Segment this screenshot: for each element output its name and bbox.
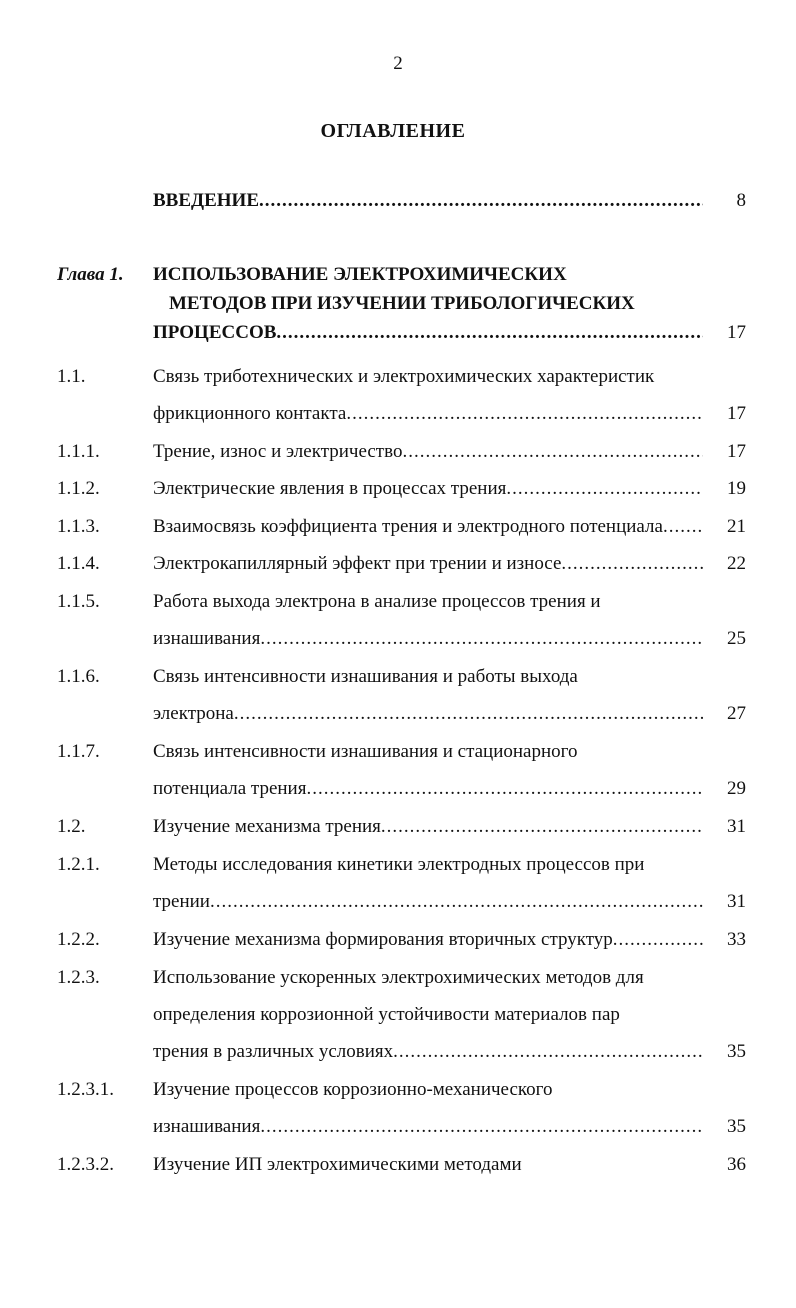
entry-page: 36 — [727, 1154, 746, 1175]
entry-number: 1.2.2. — [57, 929, 100, 950]
entry-number: 1.2.3. — [57, 967, 100, 988]
leader-dots — [306, 770, 703, 807]
entry-title-line: Изучение механизма формирования вторичных структур — [153, 929, 613, 950]
entry-title — [153, 846, 703, 920]
leader-dots — [393, 1033, 703, 1070]
entry-title-line: Взаимосвязь коэффициента трения и электродного потенциала — [153, 516, 663, 537]
entry-title — [153, 433, 703, 470]
entry-number: 1.2.3.1. — [57, 1079, 114, 1100]
chapter-title-line: ПРОЦЕССОВ — [153, 322, 277, 343]
leader-dots — [276, 318, 703, 347]
entry-number: 1.1.4. — [57, 553, 100, 574]
chapter-title — [153, 260, 703, 347]
entry-title-line: трения в различных условиях — [153, 1041, 394, 1062]
entry-page: 25 — [727, 628, 746, 649]
entry-title-line: изнашивания — [153, 628, 261, 649]
entry-title-line: определения коррозионной устойчивости материалов пар — [153, 1004, 620, 1025]
entry-title-line: Связь триботехнических и электрохимических характеристик — [153, 366, 655, 387]
entry-page: 17 — [727, 322, 746, 343]
entry-number: 1.1.2. — [57, 478, 100, 499]
entry-title-line: Методы исследования кинетики электродных процессов при — [153, 854, 645, 875]
entry-title-line: фрикционного контакта — [153, 403, 347, 424]
entry-title — [153, 959, 703, 1070]
entry-title-line: Трение, износ и электричество — [153, 441, 403, 462]
entry-title — [153, 358, 703, 432]
entry-title — [153, 1071, 703, 1145]
entry-title-line: трении — [153, 891, 210, 912]
leader-dots — [613, 921, 703, 958]
entry-page: 17 — [727, 403, 746, 424]
entry-title-line: Изучение процессов коррозионно-механического — [153, 1079, 553, 1100]
entry-title — [153, 808, 703, 845]
leader-dots — [260, 620, 703, 657]
entry-title — [153, 658, 703, 732]
entry-page: 35 — [727, 1041, 746, 1062]
entry-page: 33 — [727, 929, 746, 950]
leader-dots — [561, 545, 703, 582]
leader-dots — [259, 182, 703, 219]
entry-page: 22 — [727, 553, 746, 574]
entry-page: 31 — [727, 816, 746, 837]
entry-page: 17 — [727, 441, 746, 462]
leader-dots — [346, 395, 703, 432]
entry-title — [153, 921, 703, 958]
entry-title — [153, 583, 703, 657]
leader-dots — [260, 1108, 703, 1145]
entry-title-line: Изучение ИП электрохимическими методами — [153, 1154, 522, 1175]
entry-title-line: Изучение механизма трения — [153, 816, 381, 837]
leader-dots — [506, 470, 703, 507]
leader-dots — [402, 433, 703, 470]
leader-dots — [381, 808, 703, 845]
entry-title — [153, 470, 703, 507]
entry-title-line: Электрические явления в процессах трения — [153, 478, 507, 499]
chapter-label: Глава 1. — [57, 264, 124, 285]
leader-dots — [663, 508, 703, 545]
entry-title-line: потенциала трения — [153, 778, 307, 799]
entry-page: 19 — [727, 478, 746, 499]
entry-number: 1.2. — [57, 816, 86, 837]
entry-title — [153, 733, 703, 807]
entry-title — [153, 508, 703, 545]
page-number: 2 — [393, 53, 403, 74]
entry-number: 1.1.1. — [57, 441, 100, 462]
chapter-title-line: МЕТОДОВ ПРИ ИЗУЧЕНИИ ТРИБОЛОГИЧЕСКИХ — [169, 293, 635, 314]
entry-number: 1.1.3. — [57, 516, 100, 537]
entry-title — [153, 182, 703, 219]
entry-number: 1.2.1. — [57, 854, 100, 875]
entry-page: 27 — [727, 703, 746, 724]
entry-page: 21 — [727, 516, 746, 537]
entry-title-line: Электрокапиллярный эффект при трении и износе — [153, 553, 562, 574]
entry-title-line: Связь интенсивности изнашивания и стационарного — [153, 741, 578, 762]
entry-page: 31 — [727, 891, 746, 912]
toc-heading: ОГЛАВЛЕНИЕ — [320, 120, 466, 142]
leader-dots — [234, 695, 703, 732]
leader-dots — [210, 883, 703, 920]
entry-title-line: Использование ускоренных электрохимических методов для — [153, 967, 644, 988]
entry-number: 1.1.5. — [57, 591, 100, 612]
entry-number: 1.1. — [57, 366, 86, 387]
entry-title-line: Работа выхода электрона в анализе процессов трения и — [153, 591, 601, 612]
entry-title-line: изнашивания — [153, 1116, 261, 1137]
entry-title — [153, 545, 703, 582]
entry-number: 1.1.7. — [57, 741, 100, 762]
entry-page: 8 — [736, 190, 746, 211]
chapter-title-line: ИСПОЛЬЗОВАНИЕ ЭЛЕКТРОХИМИЧЕСКИХ — [153, 264, 567, 285]
entry-page: 29 — [727, 778, 746, 799]
entry-title-text: ВВЕДЕНИЕ — [153, 190, 259, 211]
entry-title — [153, 1146, 703, 1183]
entry-title-line: Связь интенсивности изнашивания и работы выхода — [153, 666, 578, 687]
entry-title-line: электрона — [153, 703, 234, 724]
entry-number: 1.2.3.2. — [57, 1154, 114, 1175]
entry-number: 1.1.6. — [57, 666, 100, 687]
entry-page: 35 — [727, 1116, 746, 1137]
